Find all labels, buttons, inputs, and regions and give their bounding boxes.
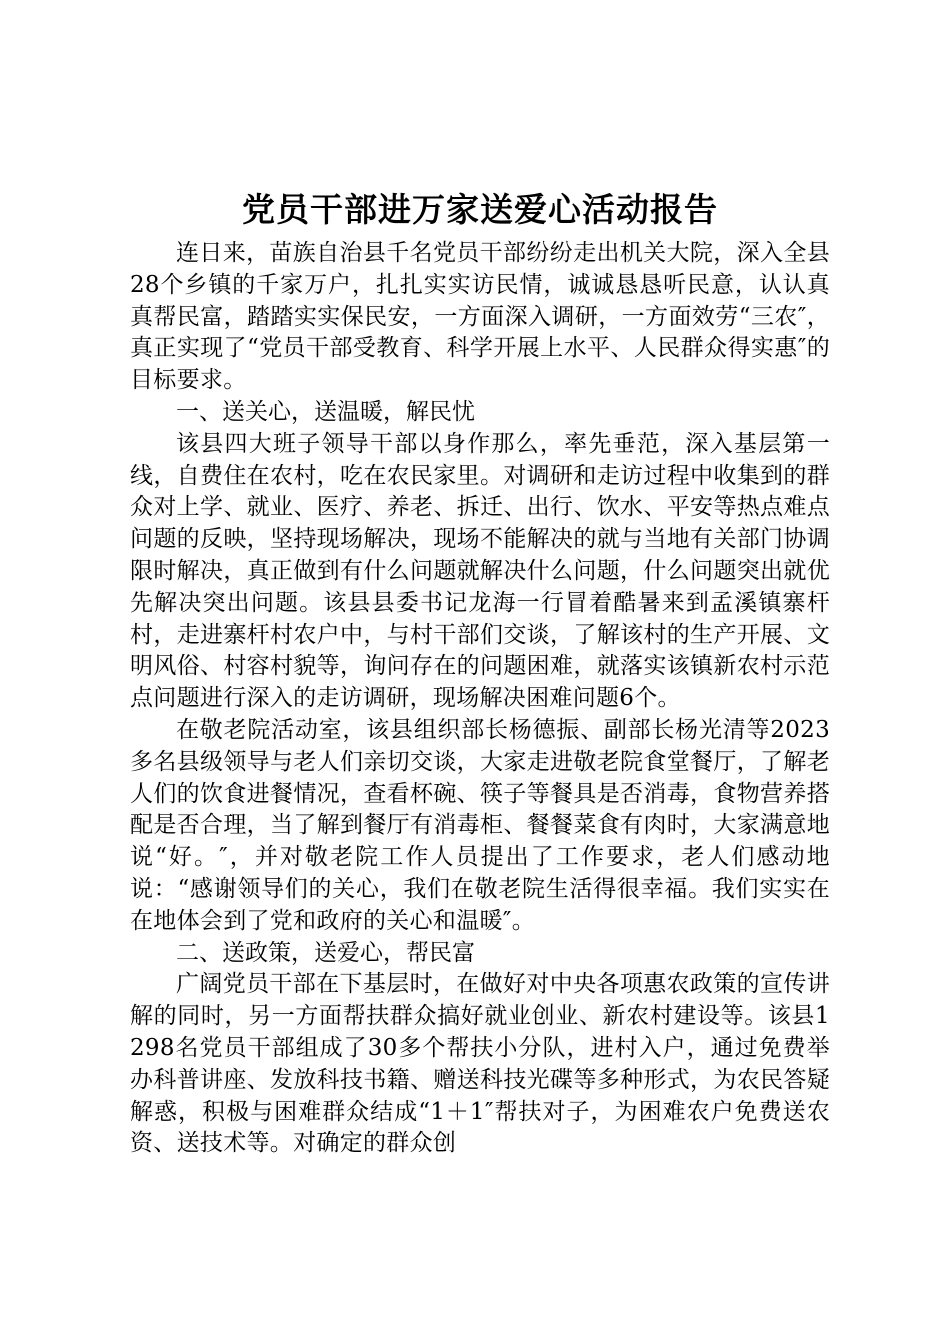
- section-1-paragraph-1: 该县四大班子领导干部以身作那么，率先垂范，深入基层第一线，自费住在农村，吃在农民家里。对调研和走访过程中收集到的群众对上学、就业、医疗、养老、拆迁、出行、饮水、平安等热点难点问题的反映，坚持现场解决，现场不能解决的就与当地有关部门协调限时解决，真正做到有什么问题就解决什么问题，什么问题突出就优先解决突出问题。该县县委书记龙海一行冒着酷暑来到孟溪镇寨杆村，走进寨杆村农户中，与村干部们交谈，了解该村的生产开展、文明风俗、村容村貌等，询问存在的问题困难，就落实该镇新农村示范点问题进行深入的走访调研，现场解决困难问题6个。: [130, 430, 830, 712]
- section-heading-1: 一、送关心，送温暖，解民忧: [176, 398, 475, 425]
- document-title: 党员干部进万家送爱心活动报告: [242, 190, 718, 229]
- section-2-paragraph-1: 广阔党员干部在下基层时，在做好对中央各项惠农政策的宣传讲解的同时，另一方面帮扶群众搞好就业创业、新农村建设等。该县1298名党员干部组成了30多个帮扶小分队，进村入户，通过免费举办科普讲座、发放科技书籍、赠送科技光碟等多种形式，为农民答疑解惑，积极与困难群众结成“1＋1″帮扶对子，为困难农户免费送农资、送技术等。对确定的群众创: [130, 971, 830, 1157]
- intro-paragraph: 连日来，苗族自治县千名党员干部纷纷走出机关大院，深入全县28个乡镇的千家万户，扎扎实实访民情，诚诚恳恳听民意，认认真真帮民富，踏踏实实保民安，一方面深入调研，一方面效劳“三农″，真正实现了“党员干部受教育、科学开展上水平、人民群众得实惠″的目标要求。: [130, 240, 830, 394]
- section-1-paragraph-2: 在敬老院活动室，该县组织部长杨德振、副部长杨光清等2023多名县级领导与老人们亲切交谈，大家走进敬老院食堂餐厅，了解老人们的饮食进餐情况，查看杯碗、筷子等餐具是否消毒，食物营养搭配是否合理，当了解到餐厅有消毒柜、餐餐菜食有肉时，大家满意地说“好。″，并对敬老院工作人员提出了工作要求，老人们感动地说：“感谢领导们的关心，我们在敬老院生活得很幸福。我们实实在在地体会到了党和政府的关心和温暖″。: [130, 716, 830, 934]
- section-heading-2: 二、送政策，送爱心，帮民富: [176, 939, 475, 966]
- document-page: [130, 186, 830, 1160]
